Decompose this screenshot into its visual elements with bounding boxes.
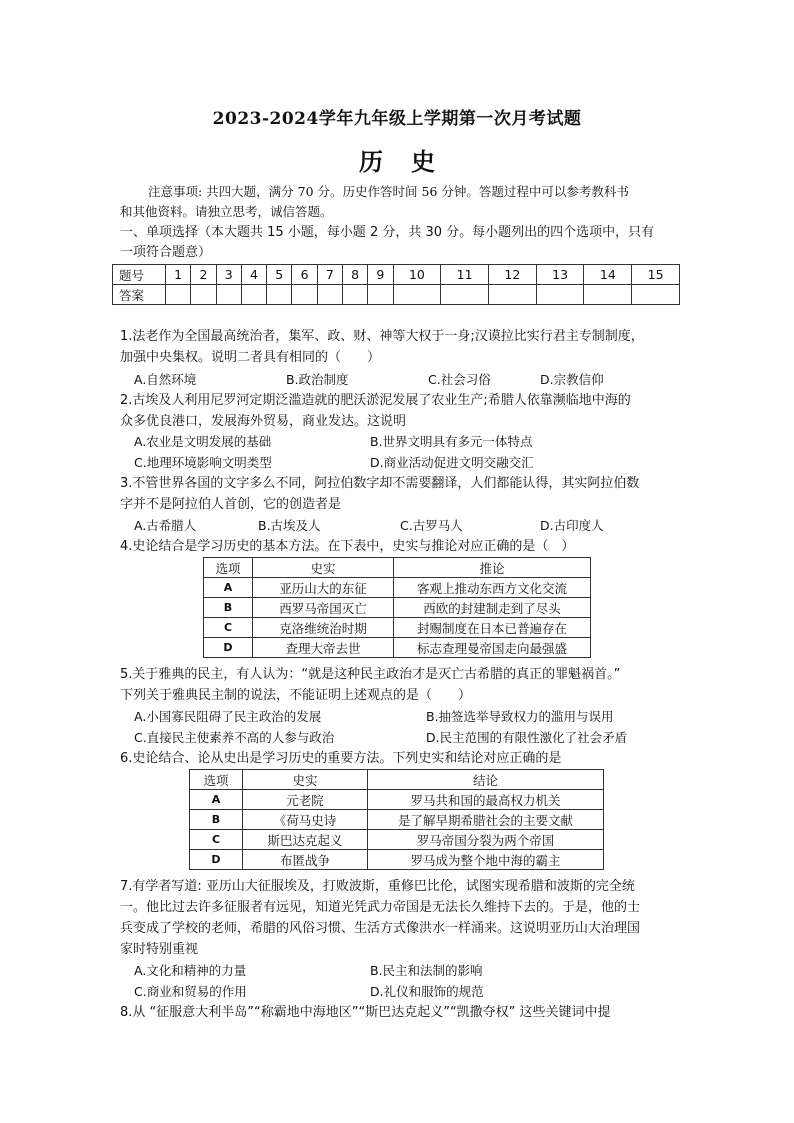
table-cell: C — [204, 618, 253, 638]
table-cell: A — [204, 578, 253, 598]
question-2-stem — [120, 390, 680, 432]
question-line: 字并不是阿拉伯人首创，它的创造者是 — [120, 497, 342, 512]
option-a: A.小国寡民阻碍了民主政治的发展 — [134, 709, 322, 724]
question-line: 下列关于雅典民主制的说法，不能证明上述观点的是（ ） — [120, 688, 472, 703]
question-7-stem — [120, 876, 680, 960]
option-b: B.民主和法制的影响 — [370, 963, 483, 978]
table-row — [204, 638, 591, 658]
question-5-options — [134, 706, 680, 748]
table-row — [204, 598, 591, 618]
option-d: D.商业活动促进文明交融交汇 — [370, 455, 534, 470]
table-row — [190, 790, 604, 810]
table-cell: 西罗马帝国灭亡 — [253, 598, 394, 618]
question-3-options — [134, 515, 680, 536]
exam-title: 2023-2024学年九年级上学期第一次月考试题 — [212, 109, 582, 129]
table-row — [190, 850, 604, 870]
option-c: C.社会习俗 — [428, 372, 491, 387]
table-cell: A — [190, 790, 243, 810]
table-cell: 标志查理曼帝国走向最强盛 — [394, 638, 591, 658]
subject-char-1: 历 — [359, 147, 383, 176]
answer-cell[interactable] — [292, 285, 317, 305]
question-line: 5.关于雅典的民主，有人认为：“就是这种民主政治才是灭亡古希腊的真正的罪魁祸首。” — [120, 667, 621, 682]
table-cell: 罗马帝国分裂为两个帝国 — [368, 830, 604, 850]
table-cell: 亚历山大的东征 — [253, 578, 394, 598]
table-header: 史实 — [253, 558, 394, 578]
answer-cell[interactable] — [393, 285, 441, 305]
table-header: 选项 — [190, 770, 243, 790]
question-line: 众多优良港口，发展海外贸易，商业发达。这说明 — [120, 414, 407, 429]
question-number: 14 — [584, 265, 632, 285]
option-a: A.农业是文明发展的基础 — [134, 434, 272, 449]
table-row — [204, 578, 591, 598]
option-b: B.抽签选举导致权力的滥用与误用 — [426, 709, 614, 724]
table-header: 推论 — [394, 558, 591, 578]
section-line-2: 一项符合题意） — [120, 245, 212, 260]
question-3-stem — [120, 473, 680, 515]
question-line: 7.有学者写道: 亚历山大征服埃及，打败波斯，重修巴比伦，试图实现希腊和波斯的完全统 — [120, 879, 635, 894]
answer-cell[interactable] — [441, 285, 489, 305]
answer-cell[interactable] — [368, 285, 393, 305]
question-number: 9 — [368, 265, 393, 285]
option-d: D.礼仪和服饰的规范 — [370, 984, 484, 999]
option-b: B.古埃及人 — [258, 518, 321, 533]
table-cell: 克洛维统治时期 — [253, 618, 394, 638]
option-a: A.古希腊人 — [134, 518, 197, 533]
question-line: 家时特别重视 — [120, 942, 199, 957]
table-cell: B — [190, 810, 243, 830]
answer-cell[interactable] — [584, 285, 632, 305]
table-header-row — [204, 558, 591, 578]
table-cell: 查理大帝去世 — [253, 638, 394, 658]
option-b: B.政治制度 — [286, 372, 349, 387]
option-c: C.直接民主使素养不高的人参与政治 — [134, 730, 335, 745]
question-number: 10 — [393, 265, 441, 285]
table-cell: 西欧的封建制走到了尽头 — [394, 598, 591, 618]
answer-row-label: 答案 — [113, 285, 166, 305]
table-cell: D — [204, 638, 253, 658]
answer-cell[interactable] — [632, 285, 680, 305]
table-cell: 布匿战争 — [243, 850, 368, 870]
option-c: C.商业和贸易的作用 — [134, 984, 247, 999]
question-line: 加强中央集权。说明二者具有相同的（ ） — [120, 350, 381, 365]
table-cell: 是了解早期希腊社会的主要文献 — [368, 810, 604, 830]
table-header: 结论 — [368, 770, 604, 790]
subject-title — [0, 142, 794, 177]
option-d: D.民主范围的有限性激化了社会矛盾 — [426, 730, 628, 745]
option-d: D.古印度人 — [540, 518, 604, 533]
question-number: 7 — [317, 265, 342, 285]
question-line: 3.不管世界各国的文字多么不同，阿拉伯数字却不需要翻译，人们都能认得，其实阿拉伯数 — [120, 476, 640, 491]
table-row — [204, 618, 591, 638]
question-number: 15 — [632, 265, 680, 285]
option-c: C.古罗马人 — [400, 518, 463, 533]
question-number: 2 — [191, 265, 216, 285]
subject-char-2: 史 — [411, 147, 435, 176]
answer-cell[interactable] — [342, 285, 367, 305]
table-cell: 封赐制度在日本已普遍存在 — [394, 618, 591, 638]
option-c: C.地理环境影响文明类型 — [134, 455, 272, 470]
question-2-options — [134, 431, 680, 473]
table-cell: 罗马成为整个地中海的霸主 — [368, 850, 604, 870]
table-cell: 客观上推动东西方文化交流 — [394, 578, 591, 598]
answer-cell[interactable] — [166, 285, 191, 305]
table-header: 选项 — [204, 558, 253, 578]
question-number: 8 — [342, 265, 367, 285]
table-cell: 罗马共和国的最高权力机关 — [368, 790, 604, 810]
answer-cell[interactable] — [267, 285, 292, 305]
table-cell: 斯巴达克起义 — [243, 830, 368, 850]
question-1-stem — [120, 326, 680, 368]
question-4-table — [203, 557, 591, 658]
answer-table-number-row — [113, 265, 680, 285]
answer-table — [112, 264, 680, 305]
answer-table-answer-row — [113, 285, 680, 305]
option-a: A.文化和精神的力量 — [134, 963, 247, 978]
notice — [120, 182, 680, 222]
question-number: 13 — [536, 265, 584, 285]
answer-cell[interactable] — [317, 285, 342, 305]
answer-cell[interactable] — [216, 285, 241, 305]
question-1-options — [134, 369, 680, 390]
notice-line-1: 注意事项: 共四大题，满分 70 分。历史作答时间 56 分钟。答题过程中可以参考教科书 — [148, 184, 629, 199]
table-cell: 元老院 — [243, 790, 368, 810]
question-number: 6 — [292, 265, 317, 285]
table-row — [190, 810, 604, 830]
question-number: 1 — [166, 265, 191, 285]
notice-line-2: 和其他资料。请独立思考，诚信答题。 — [120, 204, 333, 219]
number-row-label: 题号 — [113, 265, 166, 285]
option-d: D.宗教信仰 — [540, 372, 604, 387]
question-6-table — [189, 769, 604, 870]
option-b: B.世界文明具有多元一体特点 — [370, 434, 533, 449]
question-4-stem: 4.史论结合是学习历史的基本方法。在下表中，史实与推论对应正确的是（ ） — [120, 539, 575, 554]
table-header-row — [190, 770, 604, 790]
question-number: 4 — [241, 265, 266, 285]
question-number: 3 — [216, 265, 241, 285]
answer-cell[interactable] — [536, 285, 584, 305]
answer-cell[interactable] — [241, 285, 266, 305]
question-line: 2.古埃及人利用尼罗河定期泛滥造就的肥沃淤泥发展了农业生产;希腊人依靠濒临地中海的 — [120, 393, 631, 408]
answer-cell[interactable] — [489, 285, 537, 305]
table-header: 史实 — [243, 770, 368, 790]
section-heading — [120, 223, 680, 263]
answer-cell[interactable] — [191, 285, 216, 305]
question-6-stem: 6.史论结合、论从史出是学习历史的重要方法。下列史实和结论对应正确的是 — [120, 751, 562, 766]
question-5-stem — [120, 664, 680, 706]
question-line: 兵变成了学校的老师，希腊的风俗习惯、生活方式像洪水一样涌来。这说明亚历山大治理国 — [120, 921, 641, 936]
question-number: 5 — [267, 265, 292, 285]
option-a: A.自然环境 — [134, 372, 197, 387]
table-cell: B — [204, 598, 253, 618]
question-7-options — [134, 960, 680, 1002]
question-8-stem: 8.从 “征服意大利半岛”“称霸地中海地区”“斯巴达克起义”“凯撒夺权” 这些关键词中提 — [120, 1005, 611, 1020]
section-line-1: 一、单项选择（本大题共 15 小题，每小题 2 分，共 30 分。每小题列出的四个选项中，只有 — [120, 225, 655, 240]
table-row — [190, 830, 604, 850]
question-number: 12 — [489, 265, 537, 285]
table-cell: 《荷马史诗 — [243, 810, 368, 830]
table-cell: C — [190, 830, 243, 850]
question-line: 一。他比过去许多征服者有远见，知道光凭武力帝国是无法长久维持下去的。于是，他的士 — [120, 900, 641, 915]
table-cell: D — [190, 850, 243, 870]
question-number: 11 — [441, 265, 489, 285]
question-line: 1.法老作为全国最高统治者，集军、政、财、神等大权于一身;汉谟拉比实行君主专制制度， — [120, 329, 644, 344]
